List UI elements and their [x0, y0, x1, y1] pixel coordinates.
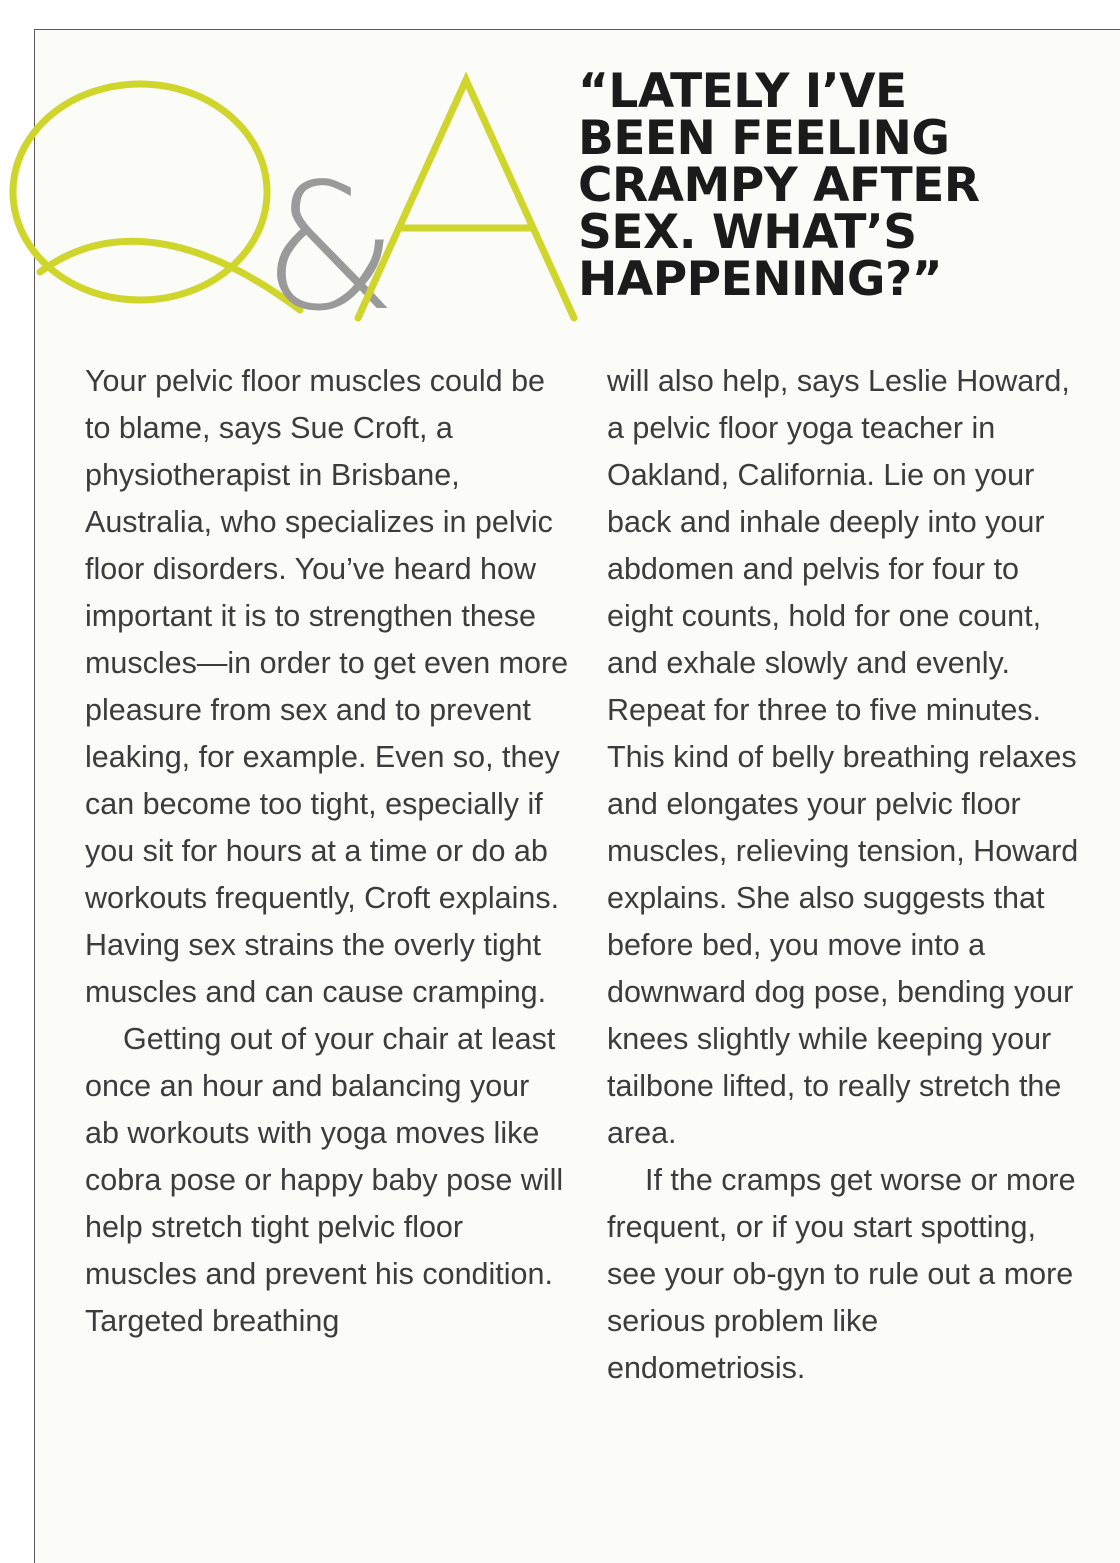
- body-column-left: [85, 358, 570, 1345]
- headline-line: HAPPENING?”: [578, 252, 943, 307]
- headline-question: [578, 64, 1098, 307]
- answer-paragraph: Getting out of your chair at least once an hour and balancing your ab workouts with yoga moves like cobra pose or happy baby pose will help stretch tight pelvic floor muscles and prevent his condition. Targeted breathing: [85, 1022, 564, 1338]
- ampersand-symbol: &: [262, 147, 399, 340]
- answer-paragraph: will also help, says Leslie Howard, a pelvic floor yoga teacher in Oakland, California. Lie on your back and inhale deeply into your abdomen and pelvis for four to eight counts, hold for one count, and exhale slowly and evenly. Repeat for three to five minutes. This kind of belly breathing relaxes and elongates your pelvic floor muscles, relieving tension, Howard explains. She also suggests that before bed, you move into a downward dog pose, bending your knees slightly while keeping your tailbone lifted, to really stretch the area.: [607, 364, 1079, 1150]
- answer-paragraph: If the cramps get worse or more frequent, or if you start spotting, see your ob-gyn to rule out a more serious problem like endometriosis.: [607, 1163, 1076, 1385]
- q-letter-graphic: [13, 84, 300, 310]
- headline-line: CRAMPY AFTER: [578, 158, 980, 213]
- qa-graphic: [0, 60, 600, 340]
- body-column-right: [607, 358, 1082, 1392]
- headline-line: BEEN FEELING: [578, 111, 950, 166]
- headline-line: SEX. WHAT’S: [578, 205, 917, 260]
- headline-line: “LATELY I’VE: [578, 64, 907, 119]
- qa-svg: [0, 60, 600, 340]
- answer-paragraph: Your pelvic floor muscles could be to blame, says Sue Croft, a physiotherapist in Brisbane, Australia, who specializes in pelvic floor disorders. You’ve heard how important it is to strengthen these muscles—in order to get even more pleasure from sex and to prevent leaking, for example. Even so, they can become too tight, especially if you sit for hours at a time or do ab workouts frequently, Croft explains. Having sex strains the overly tight muscles and can cause cramping.: [85, 364, 569, 1009]
